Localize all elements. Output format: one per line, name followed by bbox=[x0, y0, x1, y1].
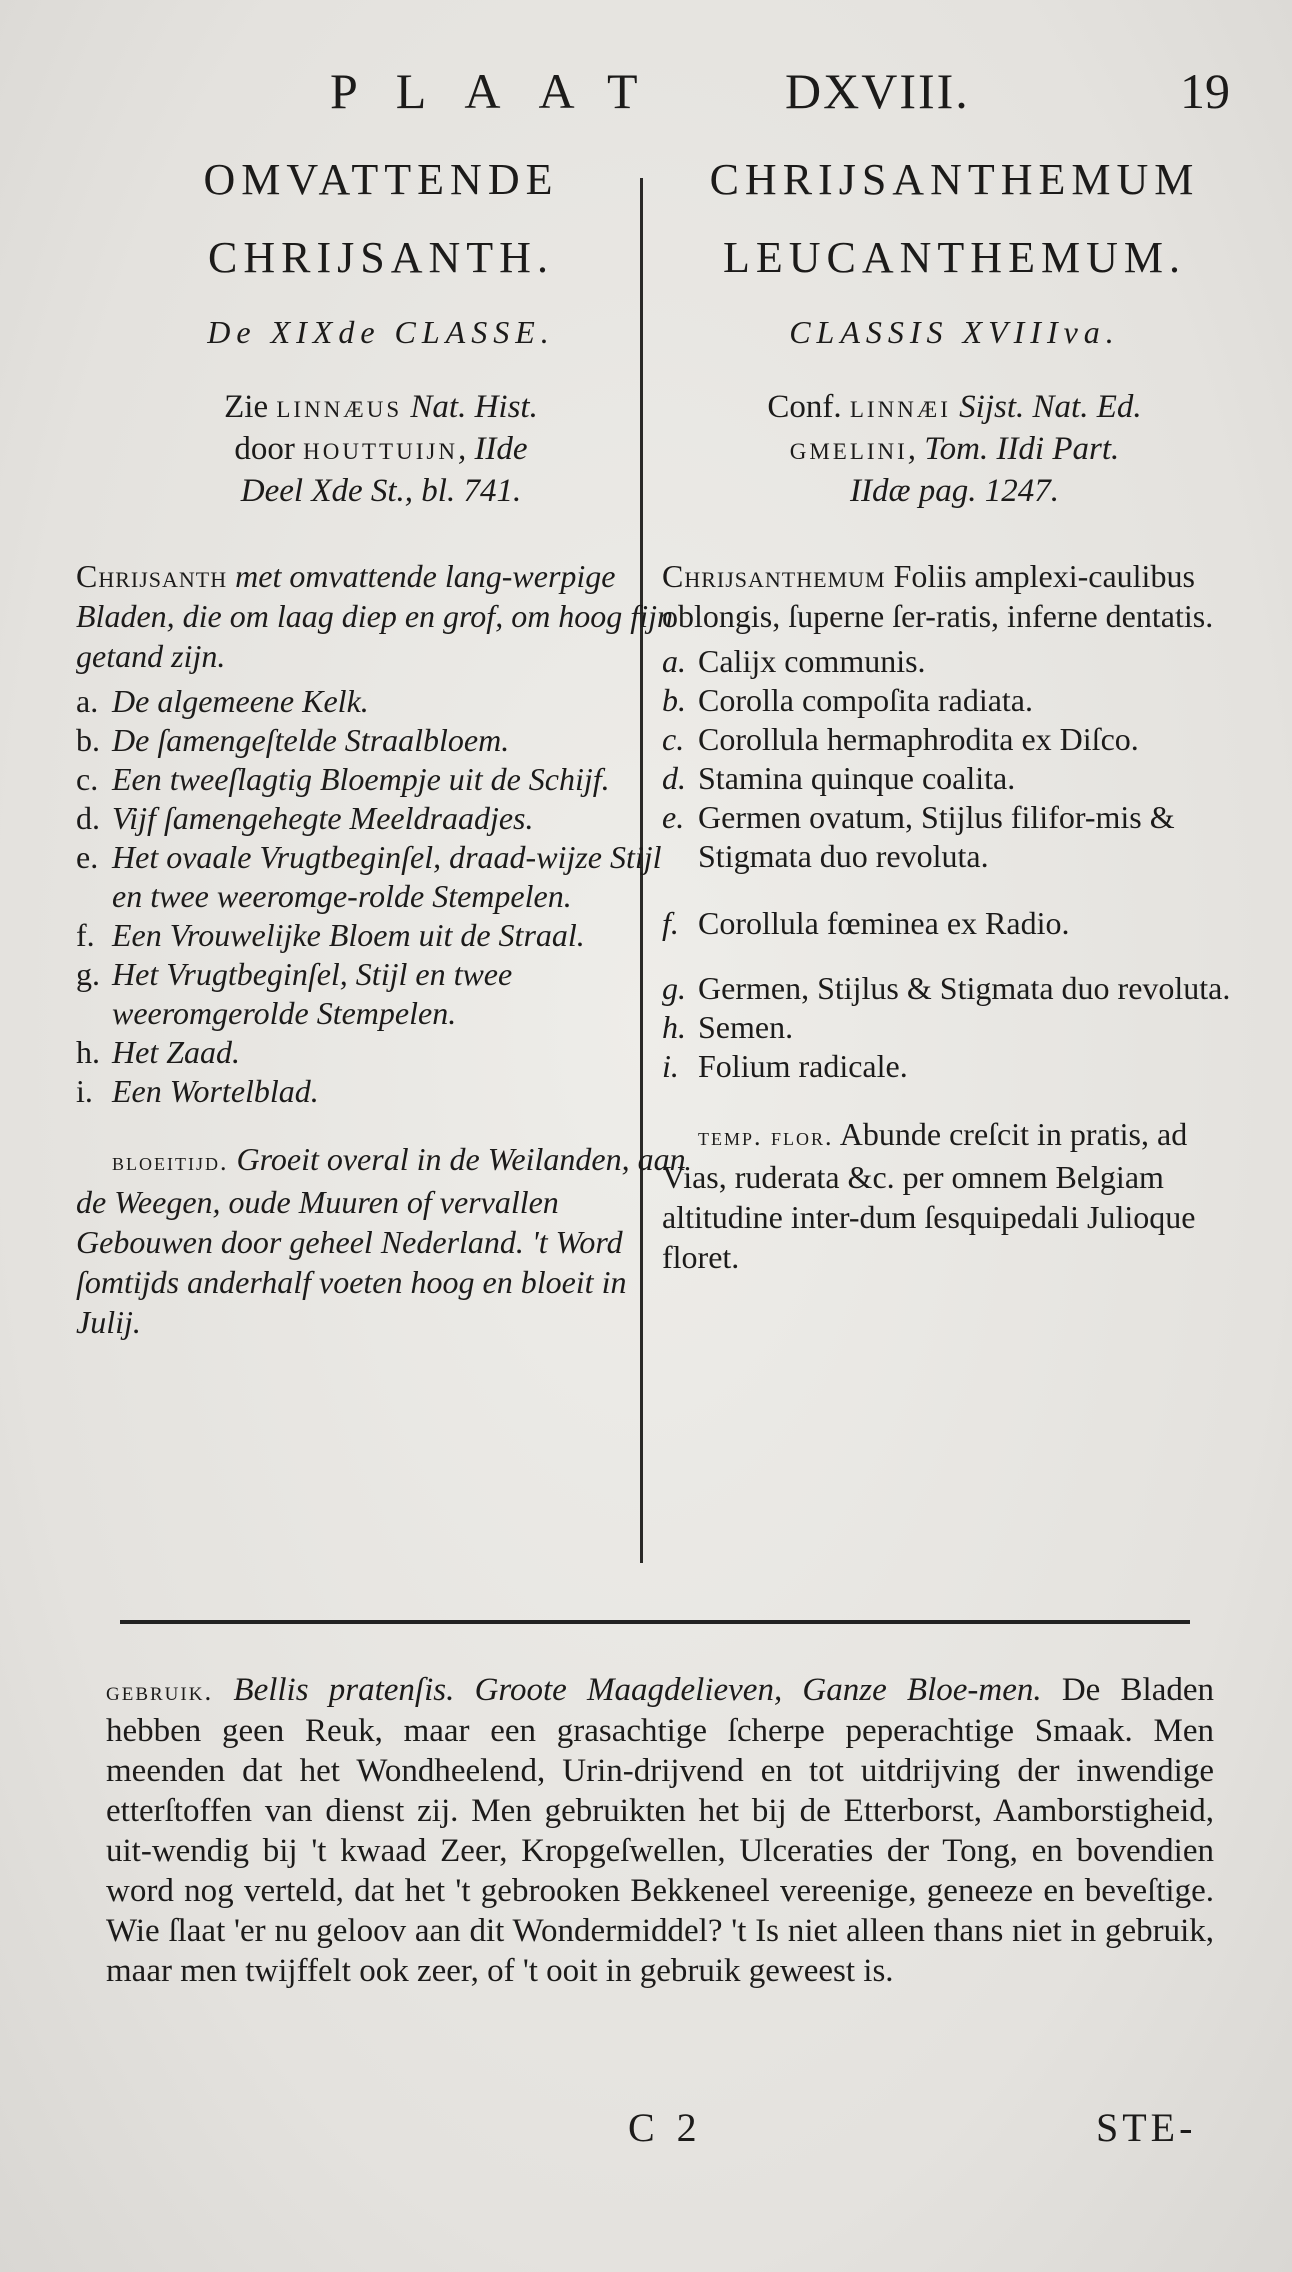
list-item bbox=[662, 904, 1247, 943]
list-item bbox=[76, 1033, 686, 1072]
list-item bbox=[662, 720, 1247, 759]
ref-text: IIdæ pag. 1247. bbox=[850, 473, 1059, 509]
item-marker: b. bbox=[76, 722, 100, 758]
dutch-title-line2: CHRIJSANTH. bbox=[208, 233, 554, 282]
dutch-flowering-time bbox=[76, 1139, 686, 1342]
ref-editor: gmelini bbox=[789, 431, 908, 467]
item-text: Germen, Stijlus & Stigmata duo revoluta. bbox=[698, 970, 1231, 1006]
list-item bbox=[76, 916, 686, 955]
latin-flowering-time bbox=[662, 1114, 1247, 1277]
desc-lead: Chrijsanthemum bbox=[662, 558, 886, 594]
bloei-text: Groeit overal in de Weilanden, aan de Weegen, oude Muuren of vervallen Gebouwen door geheel Nederland. 't Word ſomtijds anderhalf voeten hoog en bloeit in Julij. bbox=[76, 1141, 686, 1340]
item-text: Germen ovatum, Stijlus filifor-mis & Stigmata duo revoluta. bbox=[698, 799, 1175, 874]
list-item bbox=[76, 760, 686, 799]
header-plaat: PLAAT bbox=[330, 63, 676, 119]
item-marker: e. bbox=[662, 799, 685, 835]
item-text: Het ovaale Vrugtbeginſel, draad-wijze Stijl en twee weeromge-rolde Stempelen. bbox=[112, 839, 662, 914]
ref-text: Nat. Hist. bbox=[402, 389, 538, 425]
desc-lead: Chrijsanth bbox=[76, 558, 228, 594]
ref-text: Deel Xde St., bl. 741. bbox=[240, 473, 522, 509]
item-text: Semen. bbox=[698, 1009, 794, 1045]
list-item bbox=[76, 799, 686, 838]
item-marker: d. bbox=[76, 800, 100, 836]
section-rule bbox=[120, 1620, 1190, 1624]
item-marker: d. bbox=[662, 760, 686, 796]
dutch-description bbox=[76, 556, 686, 676]
dutch-title-line1: OMVATTENDE bbox=[203, 155, 559, 204]
usage-names: Bellis pratenſis. Groote Maagdelieven, Ganze Bloe-men. bbox=[213, 1672, 1042, 1708]
list-item bbox=[76, 838, 686, 916]
item-text: De ſamengeſtelde Straalbloem. bbox=[112, 722, 510, 758]
item-text: Folium radicale. bbox=[698, 1048, 908, 1084]
item-marker: h. bbox=[662, 1009, 686, 1045]
list-item bbox=[662, 969, 1247, 1008]
temp-text: Abunde creſcit in pratis, ad Vias, ruderata &c. per omnem Belgiam altitudine inter-dum ſesquipedali Julioque floret. bbox=[662, 1116, 1196, 1275]
usage-paragraph bbox=[106, 1670, 1214, 1991]
desc-text: met omvattende lang-werpige Bladen, die om laag diep en grof, om hoog fijn getand zijn. bbox=[76, 558, 673, 674]
item-text: Een Wortelblad. bbox=[112, 1073, 319, 1109]
item-marker: g. bbox=[662, 970, 686, 1006]
latin-description bbox=[662, 556, 1247, 636]
list-item bbox=[662, 759, 1247, 798]
header-plate-number: DXVIII. bbox=[785, 63, 970, 119]
item-text: Corollula hermaphrodita ex Diſco. bbox=[698, 721, 1139, 757]
ref-author: linnæi bbox=[849, 389, 951, 425]
item-text: Vijf ſamengehegte Meeldraadjes. bbox=[112, 800, 534, 836]
list-item bbox=[76, 682, 686, 721]
ref-text: Conf. bbox=[767, 389, 850, 425]
dutch-reference bbox=[76, 386, 686, 512]
item-text: Het Vrugtbeginſel, Stijl en twee weeromgerolde Stempelen. bbox=[112, 956, 513, 1031]
item-marker: c. bbox=[662, 721, 685, 757]
ref-text: door bbox=[234, 431, 304, 467]
list-item bbox=[662, 642, 1247, 681]
latin-title-line2: LEUCANTHEMUM. bbox=[723, 233, 1186, 282]
temp-lead: temp. flor. bbox=[698, 1122, 834, 1151]
item-marker: a. bbox=[76, 683, 99, 719]
list-item bbox=[662, 681, 1247, 720]
usage-text: De Bladen hebben geen Reuk, maar een grasachtige ſcherpe peperachtige Smaak. Men meenden dat het Wondheelend, Urin-drijvend en tot uitdrijving der inwendige etterſtoffen van dienst zij. Men gebruikten het bij de Etterborst, Aamborstigheid, uit-wendig bij 't kwaad Zeer, Kropgeſwellen, Ulceraties der Tong, en bovendien word nog verteld, dat het 't gebrooken Bekkeneel vereenige, geneeze en beveſtige. Wie ſlaat 'er nu geloov aan dit Wondermiddel? 't Is niet alleen thans niet in gebruik, maar men twijffelt ook zeer, of 't ooit in gebruik geweest is. bbox=[106, 1672, 1214, 1989]
item-marker: h. bbox=[76, 1034, 100, 1070]
item-marker: g. bbox=[76, 956, 100, 992]
item-marker: e. bbox=[76, 839, 99, 875]
item-text: Het Zaad. bbox=[112, 1034, 240, 1070]
page-header bbox=[330, 62, 1230, 132]
ref-text: , Tom. IIdi Part. bbox=[907, 431, 1120, 467]
latin-figure-list bbox=[662, 642, 1247, 1086]
latin-reference bbox=[662, 386, 1247, 512]
item-marker: c. bbox=[76, 761, 99, 797]
item-text: Corolla compoſita radiata. bbox=[698, 682, 1033, 718]
ref-author: linnæus bbox=[276, 389, 403, 425]
list-item bbox=[662, 798, 1247, 876]
item-marker: b. bbox=[662, 682, 686, 718]
latin-class-line: CLASSIS XVIIIva. bbox=[789, 314, 1120, 350]
ref-text: Sijst. Nat. Ed. bbox=[950, 389, 1142, 425]
page-number: 19 bbox=[1180, 63, 1230, 119]
list-item bbox=[662, 1047, 1247, 1086]
usage-lead: gebruik. bbox=[106, 1676, 214, 1706]
item-text: De algemeene Kelk. bbox=[112, 683, 369, 719]
bloei-lead: bloeitijd. bbox=[112, 1147, 229, 1176]
item-marker: f. bbox=[76, 917, 95, 953]
latin-title-line1: CHRIJSANTHEMUM bbox=[709, 155, 1200, 204]
item-marker: f. bbox=[662, 905, 679, 941]
ref-text: Zie bbox=[224, 389, 277, 425]
item-text: Een tweeſlagtig Bloempje uit de Schijf. bbox=[112, 761, 610, 797]
desc-text: Foliis amplexi-caulibus oblongis, ſuperne ſer-ratis, inferne dentatis. bbox=[662, 558, 1214, 634]
dutch-figure-list bbox=[76, 682, 686, 1111]
item-text: Calijx communis. bbox=[698, 643, 926, 679]
ref-text: , IIde bbox=[457, 431, 528, 467]
item-text: Stamina quinque coalita. bbox=[698, 760, 1016, 796]
item-marker: a. bbox=[662, 643, 686, 679]
item-marker: i. bbox=[76, 1073, 93, 1109]
item-text: Corollula fœminea ex Radio. bbox=[698, 905, 1070, 941]
signature-mark: C 2 bbox=[628, 2105, 703, 2150]
list-item bbox=[662, 1008, 1247, 1047]
item-text: Een Vrouwelijke Bloem uit de Straal. bbox=[112, 917, 585, 953]
dutch-class-line: De XIXde CLASSE. bbox=[207, 314, 555, 350]
list-item bbox=[76, 721, 686, 760]
ref-translator: houttuijn bbox=[303, 431, 458, 467]
list-item bbox=[76, 955, 686, 1033]
dutch-column bbox=[76, 150, 686, 1342]
catchword: STE- bbox=[1096, 2105, 1197, 2150]
item-marker: i. bbox=[662, 1048, 679, 1084]
latin-column bbox=[662, 150, 1247, 1277]
list-item bbox=[76, 1072, 686, 1111]
